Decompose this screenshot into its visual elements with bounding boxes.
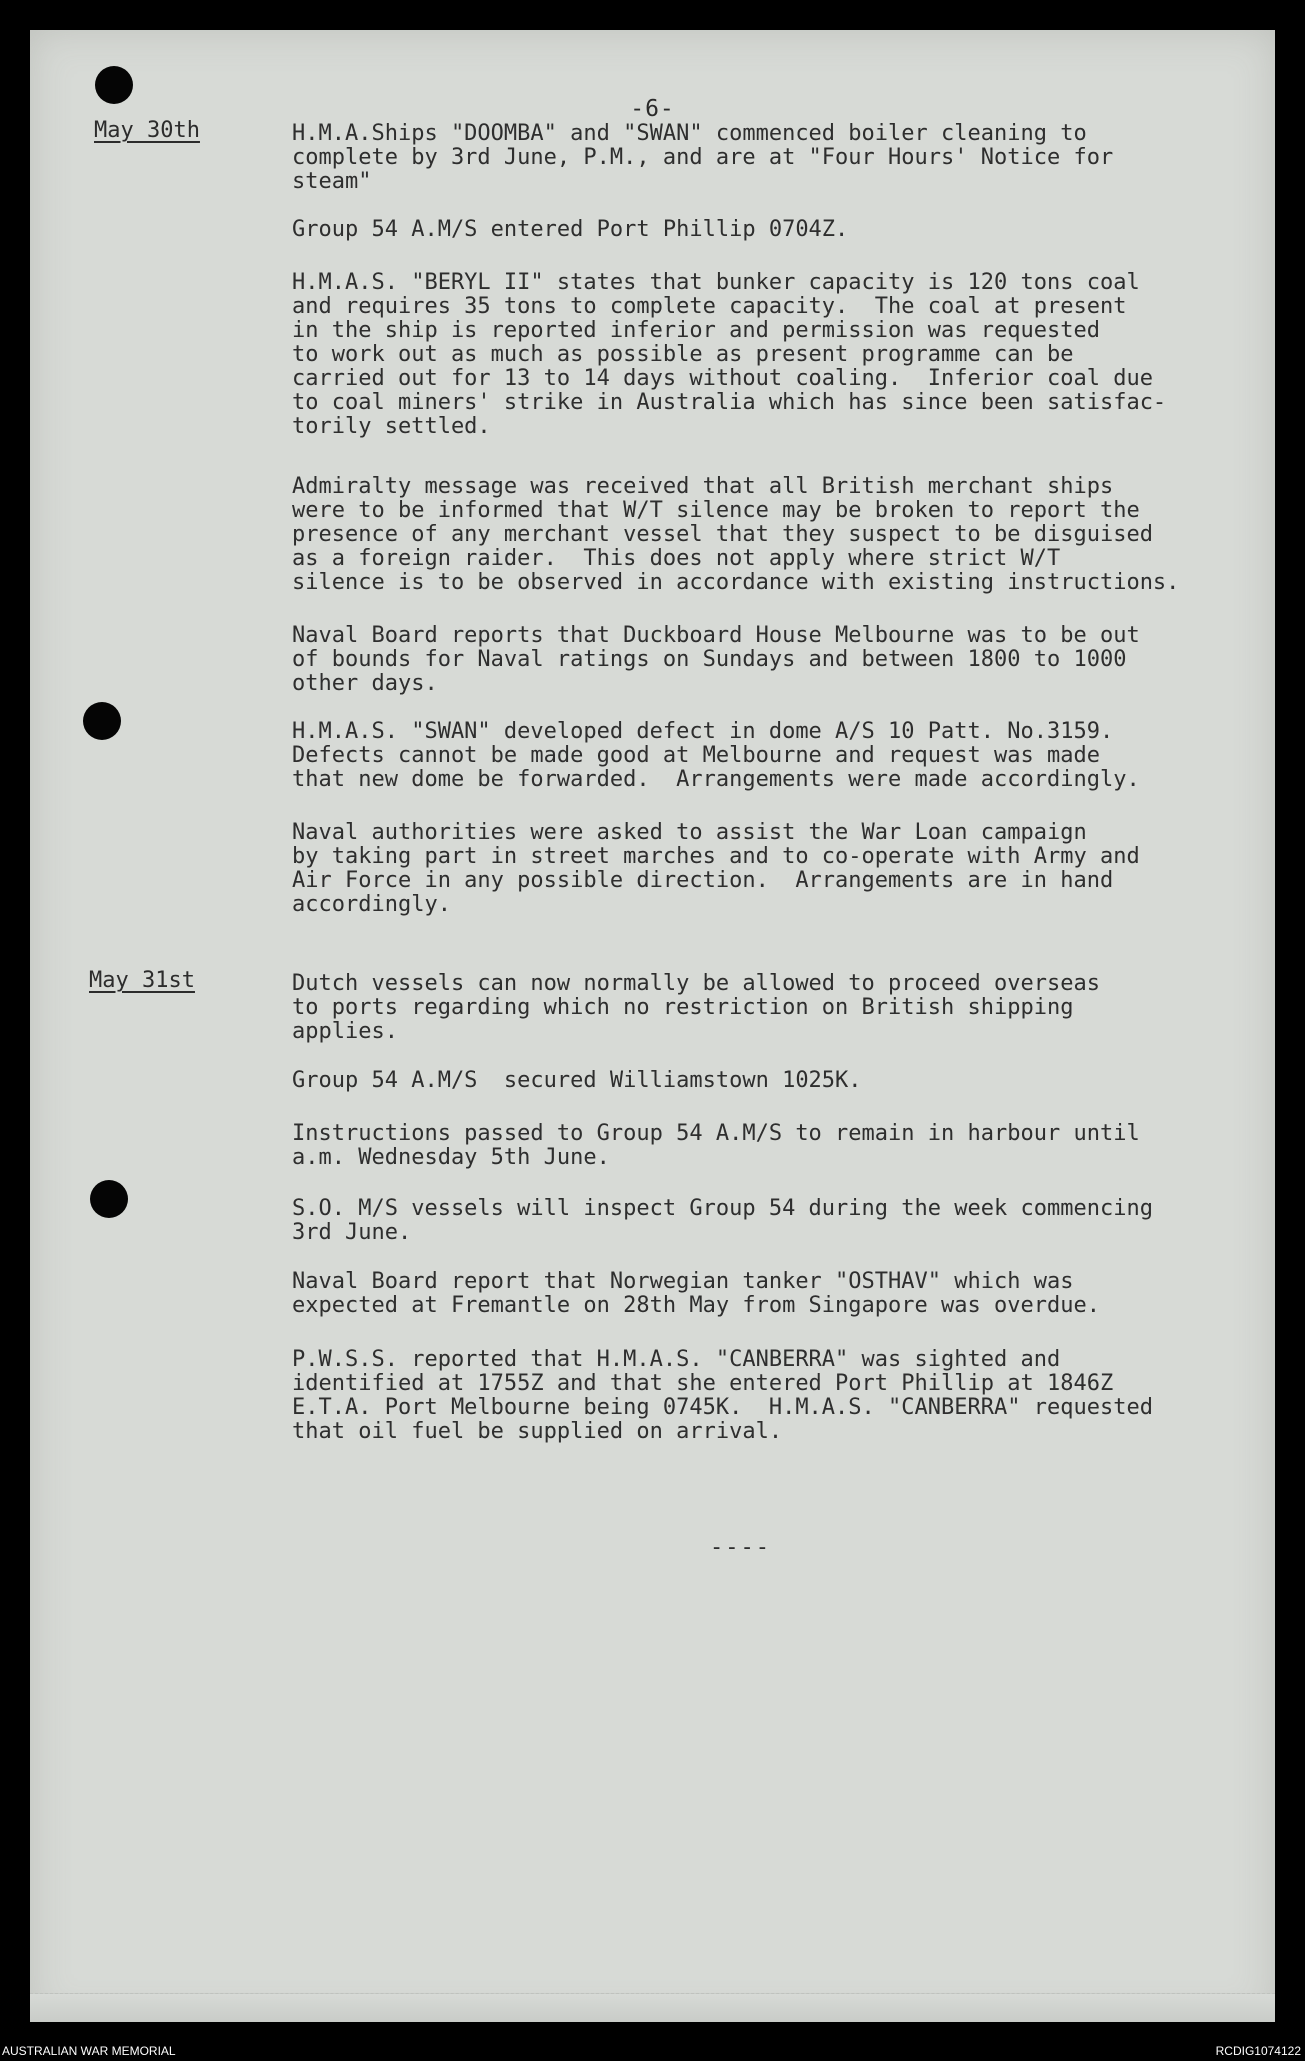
paragraph: Naval Board reports that Duckboard House Melbourne was to be out of bounds for Naval ratings on Sundays and between 1800 to 1000 other days.	[292, 623, 1140, 696]
paragraph: H.M.A.Ships "DOOMBA" and "SWAN" commenced boiler cleaning to complete by 3rd June, P.M., and are at "Four Hours' Notice for steam"	[292, 121, 1114, 194]
paragraph: Dutch vessels can now normally be allowed to proceed overseas to ports regarding which no restriction on British shipping applies.	[292, 971, 1100, 1044]
paragraph: Instructions passed to Group 54 A.M/S to remain in harbour until a.m. Wednesday 5th June.	[292, 1121, 1140, 1170]
punch-hole	[83, 702, 121, 740]
archive-id: RCDIG1074122	[1215, 2044, 1301, 2058]
paragraph: Group 54 A.M/S entered Port Phillip 0704Z.	[292, 217, 849, 242]
paragraph: Group 54 A.M/S secured Williamstown 1025K.	[292, 1068, 862, 1093]
paragraph: Admiralty message was received that all British merchant ships were to be informed that W/T silence may be broken to report the presence of any merchant vessel that they suspect to be disguised as a foreign raider. This does not apply where strict W/T silence is to be observed in accordance with existing instructions.	[292, 474, 1180, 595]
paragraph: Naval Board report that Norwegian tanker "OSTHAV" which was expected at Fremantle on 28th May from Singapore was overdue.	[292, 1269, 1100, 1318]
paragraph: S.O. M/S vessels will inspect Group 54 during the week commencing 3rd June.	[292, 1196, 1153, 1245]
page-number: -6-	[630, 96, 675, 122]
paragraph: H.M.A.S. "SWAN" developed defect in dome A/S 10 Patt. No.3159. Defects cannot be made good at Melbourne and request was made that new dome be forwarded. Arrangements were made accordingly.	[292, 719, 1140, 792]
document-page	[30, 30, 1275, 2022]
end-mark: ----	[710, 1535, 771, 1560]
paragraph: Naval authorities were asked to assist the War Loan campaign by taking part in street marches and to co-operate with Army and Air Force in any possible direction. Arrangements are in hand accordingly.	[292, 820, 1140, 917]
paragraph: P.W.S.S. reported that H.M.A.S. "CANBERRA" was sighted and identified at 1755Z and that she entered Port Phillip at 1846Z E.T.A. Port Melbourne being 0745K. H.M.A.S. "CANBERRA" requested that oil fuel be supplied on arrival.	[292, 1347, 1153, 1444]
entry-date: May 30th	[94, 118, 200, 143]
punch-hole	[90, 1180, 128, 1218]
paragraph: H.M.A.S. "BERYL II" states that bunker capacity is 120 tons coal and requires 35 tons to complete capacity. The coal at present in the ship is reported inferior and permission was requested to work out as much as possible as present programme can be carried out for 13 to 14 days without coaling. Inferior coal due to coal miners' strike in Australia which has since been satisfac- torily settled.	[292, 270, 1167, 439]
entry-date: May 31st	[89, 968, 195, 993]
archive-credit: AUSTRALIAN WAR MEMORIAL	[2, 2044, 176, 2058]
